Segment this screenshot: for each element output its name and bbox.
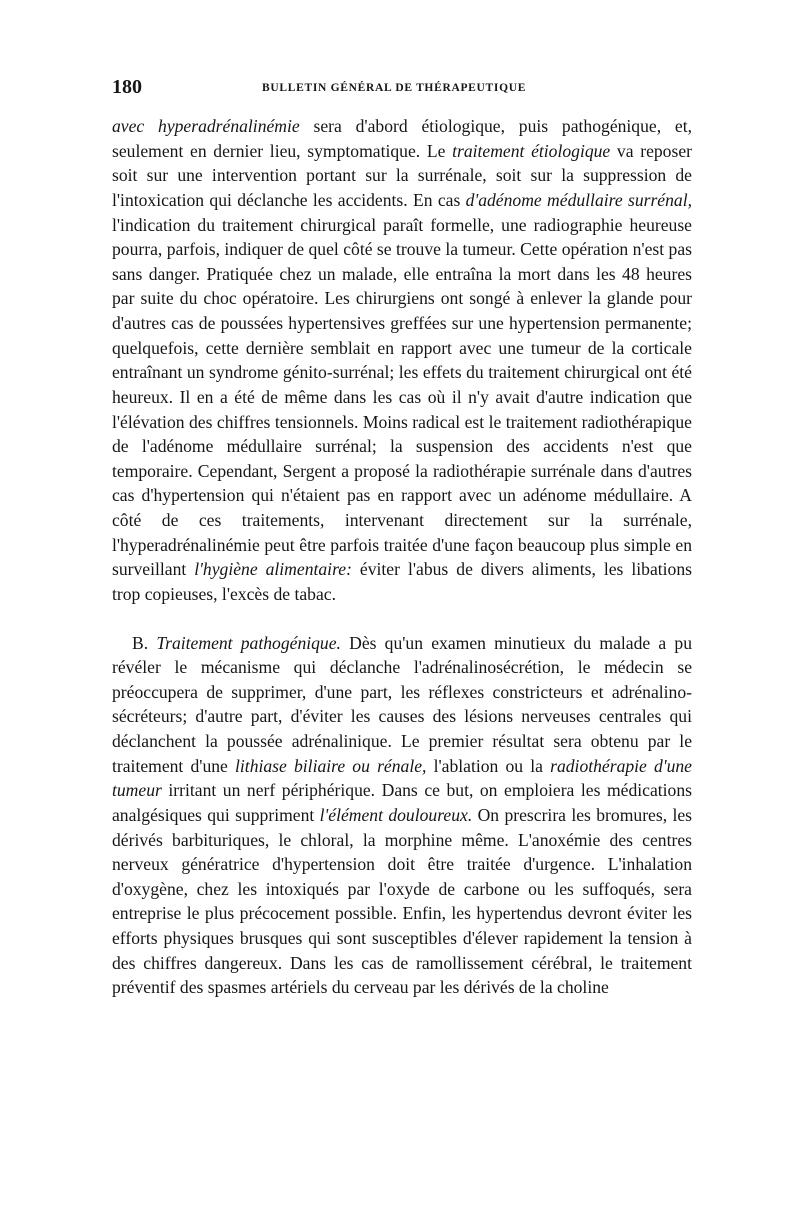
section-heading: Traitement pathogénique.	[156, 632, 341, 653]
text-run: éviter l'abus de divers aliments, les libations trop copieuses, l'excès de tabac.	[112, 559, 692, 604]
text-run: sera d'abord étiologique, puis pathogénique, et, seulement en dernier lieu, symptomatique. Le	[112, 116, 692, 161]
text-run: va reposer soit sur une intervention portant sur la surrénale, soit sur la suppression de l'intoxication qui déclanche les accidents. En cas	[112, 140, 692, 210]
paragraph-etiologic-treatment	[112, 114, 692, 607]
italic-term: l'élément douloureux.	[319, 804, 473, 825]
text-run: On prescrira les bromures, les dérivés barbituriques, le chloral, la morphine même. L'anoxémie des centres nerveux génératrice d'hypertension doit être traitée d'urgence. L'inhalation d'oxygène, chez les intoxiqués par l'oxyde de carbone ou les suffoqués, sera entreprise le plus précocement possible. Enfin, les hypertendus devront éviter les efforts physiques brusques qui sont susceptibles d'élever rapidement la tension à des chiffres dangereux. Dans les cas de ramollissement cérébral, le traitement préventif des spasmes artériels du cerveau par les dérivés de la choline	[112, 804, 693, 998]
running-title: BULLETIN GÉNÉRAL DE THÉRAPEUTIQUE	[262, 82, 527, 94]
page-header	[112, 76, 692, 102]
text-run: Dès qu'un examen minutieux du malade a pu révéler le mécanisme qui déclanche l'adrénalinosécrétion, le médecin se préoccupera de supprimer, d'une part, les réflexes constricteurs et adrénalino-sécréteurs; d'autre part, d'éviter les causes des lésions nerveuses centrales qui déclanchent la poussée adrénalinique. Le premier résultat sera obtenu par le traitement d'une	[112, 632, 692, 776]
italic-term: lithiase biliaire ou rénale,	[235, 755, 427, 776]
italic-term: traitement étiologique	[452, 140, 611, 161]
text-run: l'ablation ou la	[426, 755, 551, 776]
italic-term: avec hyperadrénalinémie	[112, 116, 300, 136]
italic-term: radiothérapie d'une tumeur	[112, 755, 692, 801]
body-text	[112, 114, 692, 1000]
text-run: l'indication du traitement chirurgical paraît formelle, une radiographie heureuse pourra, parfois, indiquer de quel côté se trouve la tumeur. Cette opération n'est pas sans danger. Pratiquée chez un malade, elle entraîna la mort dans les 48 heures par suite du choc opératoire. Les chirurgiens ont songé à enlever la glande pour d'autres cas de poussées hypertensives greffées sur une hypertension permanente; quelquefois, cette dernière semblait en rapport avec une tumeur de la corticale entraînant un syndrome génito-surrénal; les effets du traitement chirurgical ont été heureux. Il en a été de même dans les cas où il n'y avait d'autre indication que l'élévation des chiffres tensionnels. Moins radical est le traitement radiothérapique de l'adénome médullaire surrénal; la suspension des accidents n'est que temporaire. Cependant, Sergent a proposé la radiothérapie surrénale dans d'autres cas d'hypertension qui n'étaient pas en rapport avec un adénome médullaire. A côté de ces traitements, intervenant directement sur la surrénale, l'hyperadrénalinémie peut être parfois traitée d'une façon beaucoup plus simple en surveillant	[112, 214, 692, 580]
section-letter: B.	[132, 632, 157, 653]
page-number: 180	[112, 76, 142, 98]
italic-term: d'adénome médullaire surrénal,	[465, 189, 692, 210]
italic-term: l'hygiène alimentaire:	[194, 559, 352, 580]
text-run: irritant un nerf périphérique. Dans ce but, on emploiera les médications analgésiques qui suppriment	[112, 780, 692, 825]
paragraph-pathogenic-treatment	[112, 631, 692, 1000]
